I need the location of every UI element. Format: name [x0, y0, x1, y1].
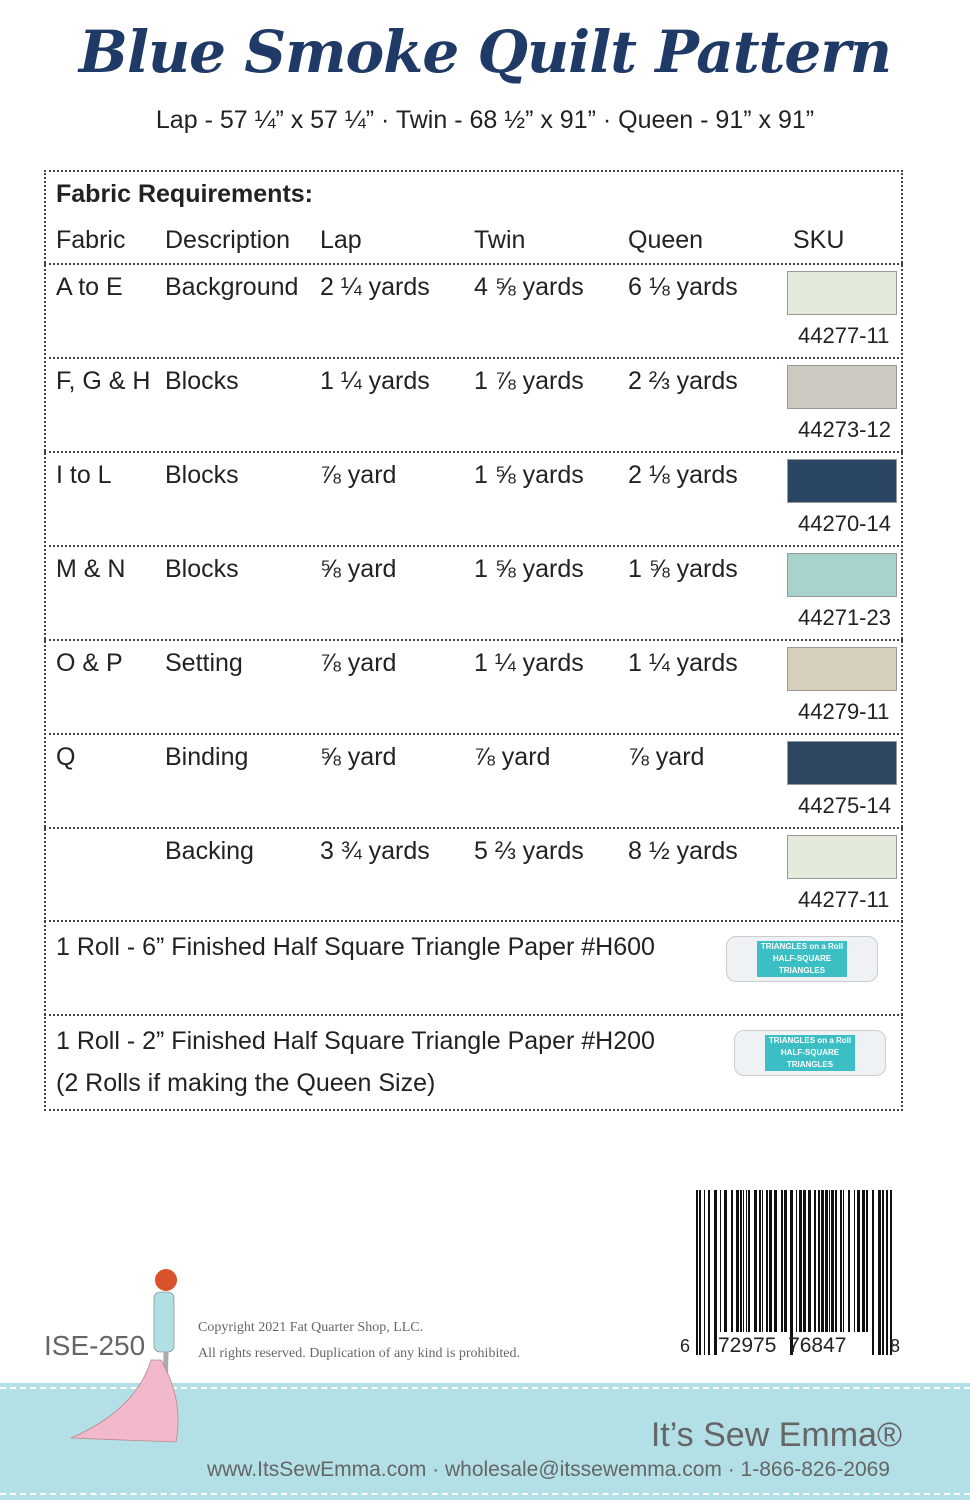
cell-fabric: I to L	[56, 461, 112, 489]
row-divider	[44, 733, 903, 735]
barcode-bar	[818, 1190, 820, 1332]
cell-lap: ⅞ yard	[320, 461, 397, 489]
barcode-bar	[803, 1190, 806, 1332]
paper-description: 1 Roll - 2” Finished Half Square Triangle Paper #H200	[56, 1027, 655, 1055]
barcode-bar	[872, 1190, 874, 1355]
col-lap: Lap	[320, 226, 362, 254]
barcode-digits: 72975 76847	[718, 1334, 847, 1357]
cell-queen: 8 ½ yards	[628, 837, 738, 865]
barcode-bar	[699, 1190, 701, 1355]
barcode-bar	[748, 1190, 750, 1332]
cell-description: Binding	[165, 743, 249, 771]
col-queen: Queen	[628, 226, 704, 254]
cell-fabric: O & P	[56, 649, 123, 677]
cell-queen: ⅞ yard	[628, 743, 705, 771]
barcode-first-digit: 6	[680, 1336, 691, 1356]
barcode-bar	[799, 1190, 802, 1332]
barcode-bar	[769, 1190, 772, 1332]
barcode-bar	[878, 1190, 881, 1355]
sku-label: 44271-23	[798, 605, 891, 630]
barcode-bar	[743, 1190, 744, 1332]
sku-label: 44277-11	[798, 887, 890, 912]
barcode-bar	[762, 1190, 763, 1332]
cell-description: Blocks	[165, 461, 239, 489]
table-row	[44, 837, 903, 927]
cell-description: Background	[165, 273, 299, 301]
row-divider	[44, 920, 903, 922]
barcode-bar	[784, 1190, 787, 1332]
table-heading: Fabric Requirements:	[56, 180, 314, 208]
barcode-bar	[696, 1190, 698, 1355]
paper-row	[44, 1020, 903, 1110]
fabric-swatch	[787, 271, 897, 315]
sku-label: 44275-14	[798, 793, 891, 818]
copyright: Copyright 2021 Fat Quarter Shop, LLC.	[198, 1320, 424, 1335]
barcode-bar	[724, 1190, 727, 1332]
barcode-bar	[825, 1190, 828, 1332]
barcode-bar	[754, 1190, 757, 1332]
barcode-bar	[886, 1190, 888, 1355]
barcode-bar	[759, 1190, 761, 1332]
barcode-bar	[848, 1190, 850, 1332]
row-divider	[44, 827, 903, 829]
page-title: Blue Smoke Quilt Pattern	[78, 18, 892, 86]
cell-description: Blocks	[165, 367, 239, 395]
row-divider	[44, 451, 903, 453]
barcode-bar	[840, 1190, 842, 1332]
row-divider	[44, 357, 903, 359]
roll-label: TRIANGLES on a Roll HALF-SQUARE TRIANGLES	[757, 941, 847, 977]
barcode-bar	[821, 1190, 824, 1332]
cell-queen: 1 ⅝ yards	[628, 555, 738, 583]
barcode-last-digit: 8	[890, 1336, 901, 1356]
barcode-bar	[829, 1190, 830, 1332]
barcode-bar	[731, 1190, 733, 1332]
row-divider	[44, 1014, 903, 1016]
cell-twin: 1 ⅝ yards	[474, 555, 584, 583]
col-sku: SKU	[793, 226, 845, 254]
fabric-swatch	[787, 459, 897, 503]
cell-lap: 3 ¾ yards	[320, 837, 430, 865]
cell-twin: 1 ¼ yards	[474, 649, 584, 677]
table-row	[44, 461, 903, 551]
fabric-swatch	[787, 553, 897, 597]
paper-description: 1 Roll - 6” Finished Half Square Triangle Paper #H600	[56, 933, 655, 961]
barcode-bar	[704, 1190, 705, 1355]
table-row	[44, 273, 903, 363]
barcode-bar	[862, 1190, 865, 1332]
paper-roll-image	[734, 1030, 886, 1076]
row-divider	[44, 263, 903, 265]
cell-queen: 2 ⅔ yards	[628, 367, 738, 395]
barcode-bar	[831, 1190, 834, 1332]
cell-fabric: M & N	[56, 555, 126, 583]
barcode-bar	[790, 1190, 793, 1355]
barcode-bar	[854, 1190, 855, 1332]
cell-lap: ⅝ yard	[320, 743, 397, 771]
cell-fabric: A to E	[56, 273, 123, 301]
cell-queen: 2 ⅛ yards	[628, 461, 738, 489]
col-twin: Twin	[474, 226, 526, 254]
fabric-swatch	[787, 741, 897, 785]
sku-label: 44277-11	[798, 323, 890, 348]
barcode-bar	[746, 1190, 747, 1332]
col-fabric: Fabric	[56, 226, 126, 254]
cell-twin: 4 ⅝ yards	[474, 273, 584, 301]
cell-lap: ⅝ yard	[320, 555, 397, 583]
sku-label: 44270-14	[798, 511, 891, 536]
cell-twin: 5 ⅔ yards	[474, 837, 584, 865]
barcode-bar	[740, 1190, 742, 1332]
cell-fabric: Q	[56, 743, 76, 771]
fabric-swatch	[787, 835, 897, 879]
barcode-bar	[736, 1190, 739, 1332]
col-description: Description	[165, 226, 291, 254]
cell-lap: 2 ¼ yards	[320, 273, 430, 301]
table-row	[44, 555, 903, 645]
cell-description: Blocks	[165, 555, 239, 583]
barcode-bar	[796, 1190, 797, 1332]
paper-roll-image	[726, 936, 878, 982]
cell-twin: 1 ⅝ yards	[474, 461, 584, 489]
pattern-code: ISE-250	[44, 1330, 146, 1361]
roll-label: TRIANGLES on a Roll HALF-SQUARE TRIANGLES	[765, 1035, 855, 1071]
sku-label: 44279-11	[798, 699, 890, 724]
girl-illustration	[66, 1260, 196, 1450]
sku-label: 44273-12	[798, 417, 891, 442]
contact-info: www.ItsSewEmma.com · wholesale@itssewemma.com · 1-866-826-2069	[206, 1458, 890, 1481]
quilt-sizes: Lap - 57 ¼” x 57 ¼” · Twin - 68 ½” x 91” · Queen - 91” x 91”	[155, 106, 815, 134]
cell-queen: 1 ¼ yards	[628, 649, 738, 677]
table-row	[44, 743, 903, 833]
fabric-swatch	[787, 365, 897, 409]
barcode-bar	[890, 1190, 892, 1355]
barcode-bar	[708, 1190, 710, 1355]
rights-notice: All rights reserved. Duplication of any kind is prohibited.	[198, 1346, 520, 1361]
barcode-bar	[766, 1190, 768, 1332]
barcode-bar	[720, 1190, 721, 1332]
paper-row	[44, 926, 903, 1016]
cell-fabric: F, G & H	[56, 367, 151, 395]
barcode-bar	[774, 1190, 777, 1332]
cell-description: Setting	[165, 649, 243, 677]
table-row	[44, 367, 903, 457]
barcode-bar	[781, 1190, 783, 1332]
cell-description: Backing	[165, 837, 254, 865]
barcode-bar	[814, 1190, 816, 1332]
cell-lap: 1 ¼ yards	[320, 367, 430, 395]
fabric-swatch	[787, 647, 897, 691]
barcode-bar	[882, 1190, 884, 1355]
cell-queen: 6 ⅛ yards	[628, 273, 738, 301]
cell-lap: ⅞ yard	[320, 649, 397, 677]
stitch-line	[0, 1493, 970, 1495]
row-divider	[44, 545, 903, 547]
cell-twin: ⅞ yard	[474, 743, 551, 771]
barcode-bar	[808, 1190, 811, 1332]
row-divider	[44, 639, 903, 641]
barcode-bar	[866, 1190, 868, 1332]
cell-twin: 1 ⅞ yards	[474, 367, 584, 395]
barcode-bar	[857, 1190, 860, 1332]
barcode-bar	[835, 1190, 837, 1332]
barcode-bar	[843, 1190, 844, 1332]
table-row	[44, 649, 903, 739]
barcode-bar	[714, 1190, 717, 1355]
paper-note: (2 Rolls if making the Queen Size)	[56, 1069, 436, 1097]
brand-name: It’s Sew Emma®	[650, 1416, 902, 1454]
